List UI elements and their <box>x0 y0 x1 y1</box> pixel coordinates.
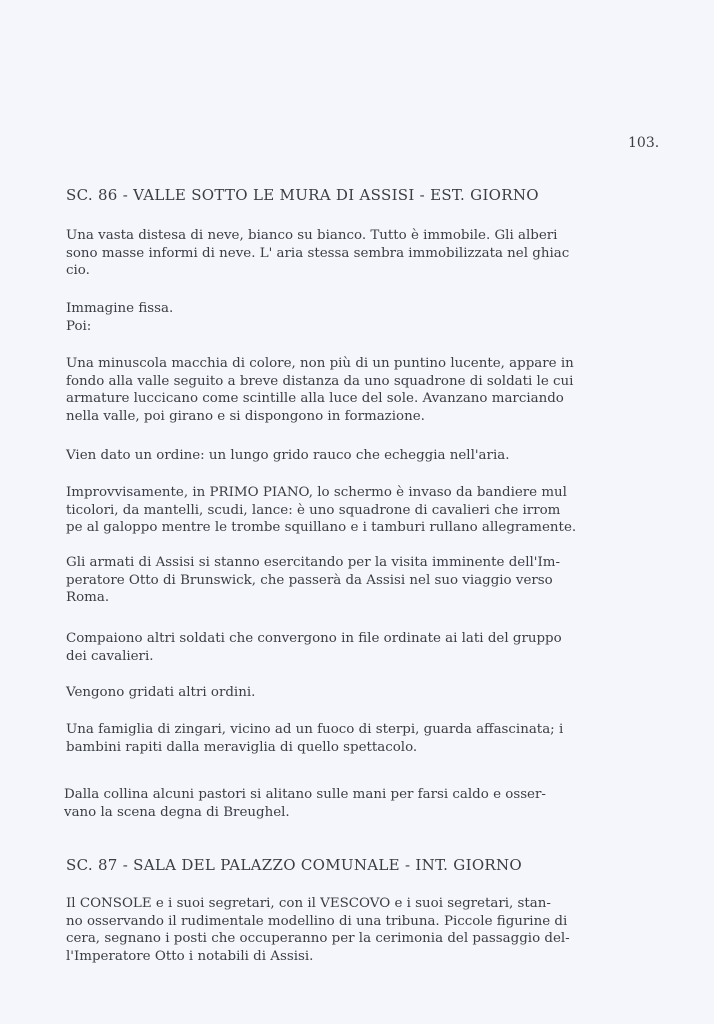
text-line: ticolori, da mantelli, scudi, lance: è uno squadrone di cavalieri che irrom <box>66 502 561 518</box>
text-line: cio. <box>66 263 90 278</box>
text-line: Vien dato un ordine: un lungo grido rauco che echeggia nell'aria. <box>66 448 510 463</box>
text-line: cera, segnano i posti che occuperanno per la cerimonia del passaggio del- <box>66 931 570 946</box>
text-line: Improvvisamente, in PRIMO PIANO, lo schermo è invaso da bandiere mul <box>66 485 567 500</box>
paragraph <box>66 684 666 702</box>
paragraph <box>66 355 666 425</box>
paragraph <box>66 554 666 607</box>
text-line: peratore Otto di Brunswick, che passerà da Assisi nel suo viaggio verso <box>66 572 553 588</box>
paragraph <box>64 786 664 821</box>
scene-86-heading: SC. 86 - VALLE SOTTO LE MURA DI ASSISI - EST. GIORNO <box>66 186 539 204</box>
text-line: fondo alla valle seguito a breve distanza da uno squadrone di soldati le cui <box>66 373 574 389</box>
text-line: Una minuscola macchia di colore, non più di un puntino lucente, appare in <box>66 356 574 371</box>
paragraph <box>66 447 666 465</box>
paragraph <box>66 721 666 756</box>
text-line: vano la scena degna di Breughel. <box>64 804 290 820</box>
text-line: sono masse informi di neve. L' aria stessa sembra immobilizzata nel ghiac <box>66 245 570 261</box>
text-line: l'Imperatore Otto i notabili di Assisi. <box>66 948 314 964</box>
text-line: Il CONSOLE e i suoi segretari, con il VESCOVO e i suoi segretari, stan- <box>66 896 551 911</box>
text-line: armature luccicano come scintille alla luce del sole. Avanzano marciando <box>66 391 564 406</box>
paragraph <box>66 300 666 335</box>
text-line: no osservando il rudimentale modellino di una tribuna. Piccole figurine di <box>66 913 568 929</box>
text-line: nella valle, poi girano e si dispongono in formazione. <box>66 408 425 424</box>
paragraph <box>66 484 666 537</box>
text-line: Roma. <box>66 590 110 605</box>
text-line: Compaiono altri soldati che convergono in file ordinate ai lati del gruppo <box>66 631 562 646</box>
paragraph <box>66 895 666 965</box>
text-line: Vengono gridati altri ordini. <box>66 685 256 700</box>
text-line: Gli armati di Assisi si stanno esercitando per la visita imminente dell'Im- <box>66 555 560 570</box>
paragraph <box>66 630 666 665</box>
text-line: dei cavalieri. <box>66 648 154 664</box>
scene-87-heading: SC. 87 - SALA DEL PALAZZO COMUNALE - INT. GIORNO <box>66 856 523 874</box>
text-line: Poi: <box>66 318 92 334</box>
text-line: Una famiglia di zingari, vicino ad un fuoco di sterpi, guarda affascinata; i <box>66 722 564 737</box>
text-line: Una vasta distesa di neve, bianco su bianco. Tutto è immobile. Gli alberi <box>66 228 558 243</box>
page-number: 103. <box>628 135 660 151</box>
text-line: Dalla collina alcuni pastori si alitano sulle mani per farsi caldo e osser- <box>64 787 546 802</box>
text-line: Immagine fissa. <box>66 301 174 316</box>
text-line: bambini rapiti dalla meraviglia di quello spettacolo. <box>66 739 418 755</box>
paragraph <box>66 227 666 280</box>
text-line: pe al galoppo mentre le trombe squillano e i tamburi rullano allegramente. <box>66 520 577 535</box>
